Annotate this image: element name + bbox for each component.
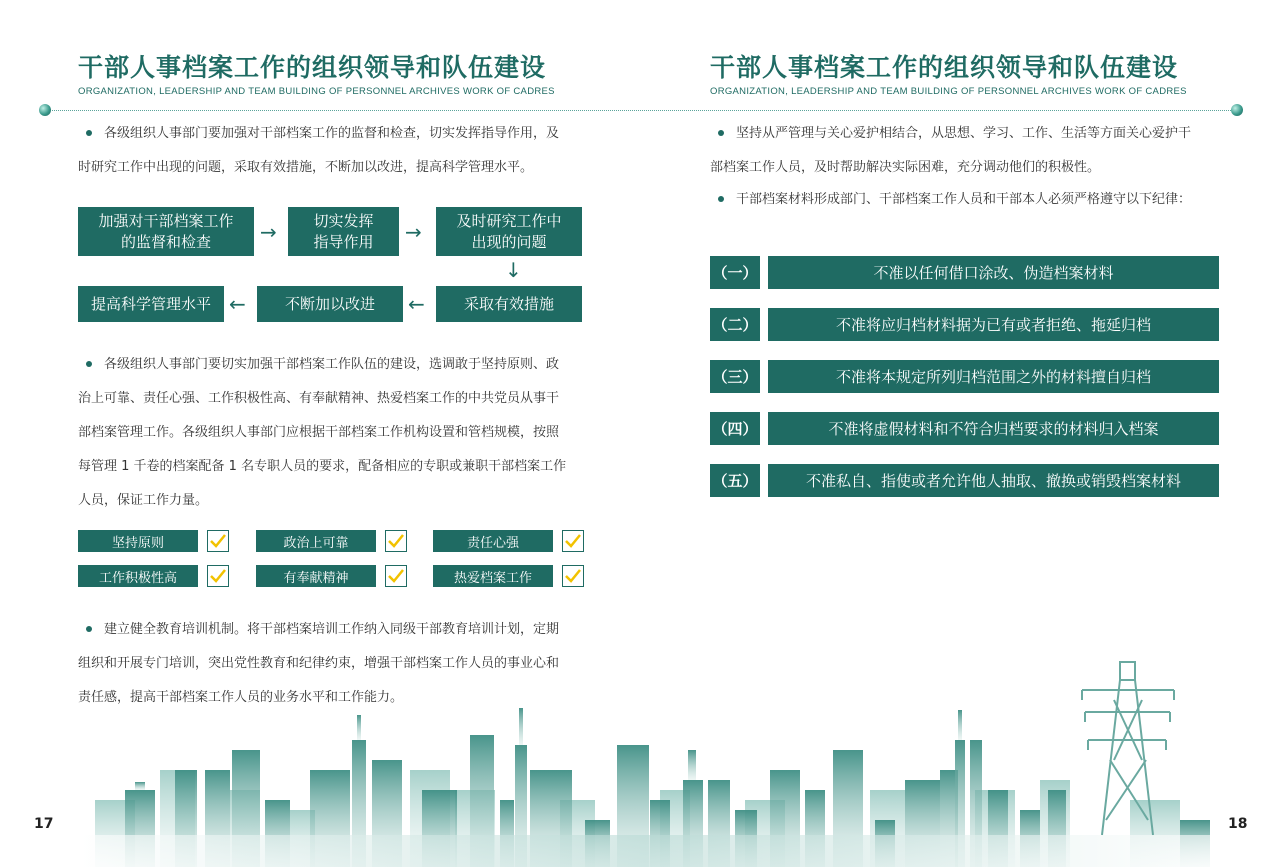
arrow-right-icon: → — [260, 220, 277, 244]
page-number-left: 17 — [34, 816, 54, 832]
rule-text-4: 不准将虚假材料和不符合归档要求的材料归入档案 — [768, 412, 1219, 445]
rule-number-4: （四） — [710, 412, 760, 445]
arrow-left-icon: ← — [408, 292, 425, 316]
left-paragraph-3: 建立健全教育培训机制。将干部档案培训工作纳入同级干部教育培训计划，定期 组织和开展专门培训，突出党性教育和纪律约束，增强干部档案工作人员的事业心和 责任感，提高干部档案工作人员的业务水平和工作能力。 — [78, 622, 560, 705]
flow-box-guidance: 切实发挥 指导作用 — [288, 207, 399, 256]
flow-box-improve: 不断加以改进 — [257, 286, 403, 322]
flow-box-measures: 采取有效措施 — [436, 286, 582, 322]
right-paragraph-2: 干部档案材料形成部门、干部档案工作人员和干部本人必须严格遵守以下纪律： — [710, 183, 1240, 217]
divider-dot-left — [39, 104, 51, 116]
rule-text-5: 不准私自、指使或者允许他人抽取、撤换或销毁档案材料 — [768, 464, 1219, 497]
check-icon — [385, 565, 407, 587]
divider-dot-right — [1231, 104, 1243, 116]
page-number-right: 18 — [1228, 816, 1248, 832]
left-paragraph-1: 各级组织人事部门要加强对干部档案工作的监督和检查，切实发挥指导作用，及 时研究工作中出现的问题，采取有效措施，不断加以改进，提高科学管理水平。 — [78, 126, 560, 175]
rule-text-3: 不准将本规定所列归档范围之外的材料擅自归档 — [768, 360, 1219, 393]
page-title-left: 干部人事档案工作的组织领导和队伍建设 — [78, 53, 547, 82]
check-icon — [207, 530, 229, 552]
page-subtitle-left: ORGANIZATION, LEADERSHIP AND TEAM BUILDING OF PERSONNEL ARCHIVES WORK OF CADRES — [78, 86, 555, 97]
check-icon — [207, 565, 229, 587]
bullet-icon — [86, 361, 92, 367]
tag-love-archives: 热爱档案工作 — [433, 565, 553, 587]
tag-dedication: 有奉献精神 — [256, 565, 376, 587]
rule-number-2: （二） — [710, 308, 760, 341]
tag-enthusiasm: 工作积极性高 — [78, 565, 198, 587]
bullet-icon — [718, 130, 724, 136]
arrow-down-icon: ↓ — [505, 258, 522, 282]
dotted-divider — [45, 110, 1237, 111]
tag-principle: 坚持原则 — [78, 530, 198, 552]
rule-number-5: （五） — [710, 464, 760, 497]
tag-political: 政治上可靠 — [256, 530, 376, 552]
tag-responsibility: 责任心强 — [433, 530, 553, 552]
left-paragraph-2: 各级组织人事部门要切实加强干部档案工作队伍的建设，选调敢于坚持原则、政 治上可靠、责任心强、工作积极性高、有奉献精神、热爱档案工作的中共党员从事干 部档案管理工作。各级组织人事部门应根据干部档案工作机构设置和管档规模，按照 每管理 1 千卷的档案配备 1 名专职人员的要求，配备相应的专职或兼职干部档案工作 人员，保证工作力量。 — [78, 357, 567, 508]
page-title-right: 干部人事档案工作的组织领导和队伍建设 — [710, 53, 1179, 82]
rule-text-1: 不准以任何借口涂改、伪造档案材料 — [768, 256, 1219, 289]
bullet-icon — [86, 130, 92, 136]
rule-number-1: （一） — [710, 256, 760, 289]
flow-box-research: 及时研究工作中 出现的问题 — [436, 207, 582, 256]
check-icon — [562, 530, 584, 552]
bullet-icon — [86, 626, 92, 632]
flow-box-management-level: 提高科学管理水平 — [78, 286, 224, 322]
rule-number-3: （三） — [710, 360, 760, 393]
page-subtitle-right: ORGANIZATION, LEADERSHIP AND TEAM BUILDING OF PERSONNEL ARCHIVES WORK OF CADRES — [710, 86, 1187, 97]
check-icon — [385, 530, 407, 552]
arrow-left-icon: ← — [229, 292, 246, 316]
bullet-icon — [718, 196, 724, 202]
right-paragraph-1: 坚持从严管理与关心爱护相结合，从思想、学习、工作、生活等方面关心爱护干 部档案工作人员，及时帮助解决实际困难，充分调动他们的积极性。 — [710, 126, 1192, 175]
flow-box-supervise: 加强对干部档案工作 的监督和检查 — [78, 207, 254, 256]
arrow-right-icon: → — [405, 220, 422, 244]
check-icon — [562, 565, 584, 587]
rule-text-2: 不准将应归档材料据为已有或者拒绝、拖延归档 — [768, 308, 1219, 341]
